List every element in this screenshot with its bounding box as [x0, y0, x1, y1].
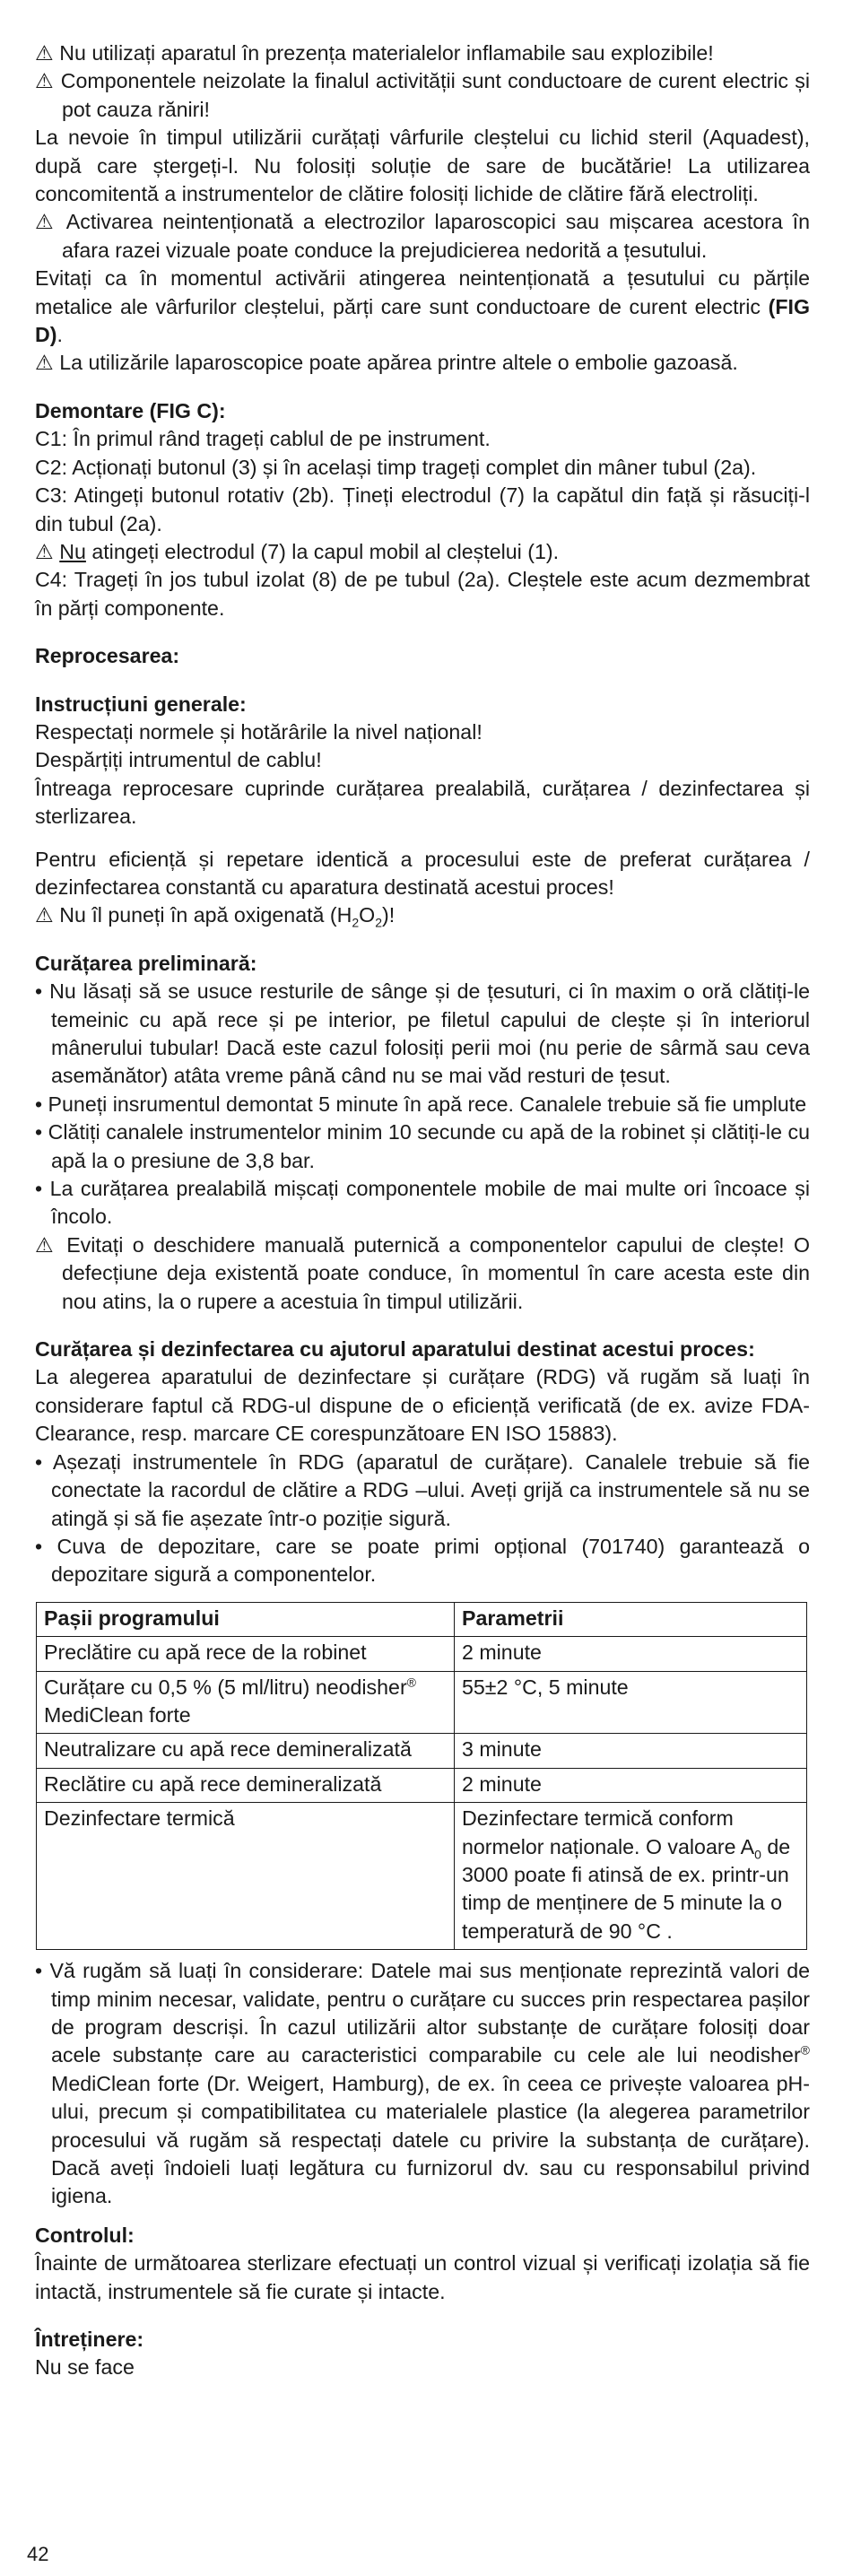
controlul-heading: Controlul:	[35, 2223, 135, 2247]
warning-conductive: ⚠ Componentele neizolate la finalul activității sunt conductoare de curent electric și pot cauza răniri!	[35, 69, 810, 121]
warning-h2o2: ⚠ Nu îl puneți în apă oxigenată $(H_2O_2)$!	[35, 903, 396, 931]
instr-line-4: Pentru eficiență și repetare identică a procesului este de preferat curățarea / dezinfectarea constantă cu aparatura destinată acestui proces!	[35, 847, 810, 899]
rdg-paragraph: La alegerea aparatului de dezinfectare și curățare (RDG) vă rugăm să luați în considerare faptul că RDG-ul dispune de o eficiență verificată (de ex. avize FDA-Clearance, resp. marcare CE corespunzătoare EN ISO 15883).	[35, 1365, 810, 1446]
instr-line-2: Despărțiți intrumentul de cablu!	[35, 748, 322, 772]
step-cell: Neutralizare cu apă rece demineralizată	[37, 1734, 455, 1768]
warning-electrode: ⚠ Nu atingeți electrodul (7) la capul mobil al cleștelui (1).	[35, 539, 560, 563]
step-cell: Reclătire cu apă rece demineralizată	[37, 1768, 455, 1802]
warning-activation: ⚠ Activarea neintenționată a electrozilor laparoscopici sau mișcarea acestora în afara razei vizuale poate conduce la prejudicierea nedorită a țesutului.	[35, 210, 810, 262]
page-number: 42	[27, 2543, 49, 2565]
column-header: Parametrii	[455, 1602, 807, 1636]
curatarea-preliminara-heading: Curățarea preliminară:	[35, 951, 257, 975]
page-content	[35, 39, 810, 2382]
instr-line-1: Respectați normele și hotărârile la nivel național!	[35, 719, 483, 744]
intretinere-heading: Întreținere:	[35, 2328, 144, 2352]
param-cell: 2 minute	[455, 1637, 807, 1671]
list-item: • Vă rugăm să luați în considerare: Datele mai sus menționate reprezintă valori de timp minim necesar, validate, pentru o curățare cu succes prin respectarea pașilor de program descriși. În cazul utilizării altor substanțe de curățare folosiți doar acele substanțe care au caracteristici comparabile cu cele ale lui neodisher® MediClean forte (Dr. Weigert, Hamburg), de ex. în ceea ce privește valoarea pH-ului, precum și compatibilitatea cu materialele plastice (la alegerea parametrilor procesului vă rugăm să respectați datele cu privire la substanța de curățare). Dacă aveți îndoieli luați legătura cu furnizorul dv. sau cu responsabilul privind igiena.	[35, 1959, 810, 2208]
step-c3: C3: Atingeți butonul rotativ (2b). Țineți electrodul (7) la capătul din față și răsuciți-l din tubul (2a).	[35, 483, 810, 535]
table-row	[37, 1768, 807, 1802]
param-cell: Dezinfectare termică conform normelor naționale. O valoare $A_0$ de 3000 poate fi atinsă de ex. printr-un timp de menținere de 5 minute la o temperatură de 90 °C .	[455, 1803, 807, 1950]
fig-d-reference: (FIG D)	[35, 294, 810, 347]
intretinere-text: Nu se face	[35, 2355, 135, 2380]
list-item: • Așezați instrumentele în RDG (aparatul de curățare). Canalele trebuie să fie conectate la racordul de clătire a RDG –ului. Aveți grijă ca instrumentele să nu se atingă și să fie așezate într-o poziție sigură.	[35, 1449, 810, 1530]
avoid-contact-paragraph: Evitați ca în momentul activării atingerea neintenționată a țesutului cu părțile metalice ale vârfurilor cleștelui, părți care sunt conductoare de curent electric (FIG D).	[35, 266, 810, 347]
step-cell: Preclătire cu apă rece de la robinet	[37, 1637, 455, 1671]
param-cell: 2 minute	[455, 1768, 807, 1802]
demontare-heading: Demontare (FIG C):	[35, 398, 226, 422]
instructiuni-heading: Instrucțiuni generale:	[35, 692, 247, 716]
reprocesarea-heading: Reprocesarea:	[35, 644, 180, 668]
table-row	[37, 1734, 807, 1768]
step-c2: C2: Acționați butonul (3) și în același timp trageți complet din mâner tubul (2a).	[35, 455, 757, 479]
param-cell: 55±2 °C, 5 minute	[455, 1671, 807, 1734]
step-c4: C4: Trageți în jos tubul izolat (8) de pe tubul (2a). Cleștele este acum dezmembrat în părți componente.	[35, 568, 810, 620]
warning-flammable: ⚠ Nu utilizați aparatul în prezența materialelor inflamabile sau explozibile!	[35, 41, 714, 65]
instr-line-3: Întreaga reprocesare cuprinde curățarea prealabilă, curățarea / dezinfectarea și sterlizarea.	[35, 776, 810, 829]
table-row	[37, 1671, 807, 1734]
cleaning-tips-paragraph: La nevoie în timpul utilizării curățați vârfurile cleștelui cu lichid steril (Aquadest), după care ștergeți-l. Nu folosiți soluție de sare de bucătărie! La utilizarea concomitentă a instrumentelor de clătire folosiți lichide de clătire fără electroliți.	[35, 126, 810, 206]
warning-embolism: ⚠ La utilizările laparoscopice poate apărea printre altele o embolie gazoasă.	[35, 351, 738, 375]
step-c1: C1: În primul rând trageți cablul de pe instrument.	[35, 427, 491, 451]
list-item: • Clătiți canalele instrumentelor minim 10 secunde cu apă de la robinet și clătiți-le cu apă la o presiune de 3,8 bar.	[35, 1120, 810, 1172]
table-row	[37, 1637, 807, 1671]
curatarea-dezinfectarea-heading: Curățarea și dezinfectarea cu ajutorul aparatului destinat acestui proces:	[35, 1337, 755, 1362]
controlul-text: Înainte de următoarea sterlizare efectuați un control vizual și verificați izolația să fie intactă, instrumentele să fie curate și intacte.	[35, 2251, 810, 2303]
step-cell: Dezinfectare termică	[37, 1803, 455, 1950]
program-steps-table	[36, 1602, 807, 1950]
list-item: • Puneți insrumentul demontat 5 minute în apă rece. Canalele trebuie să fie umplute	[35, 1092, 807, 1116]
list-item: • La curățarea prealabilă mișcați componentele mobile de mai multe ori încoace și încolo.	[35, 1177, 810, 1229]
param-cell: 3 minute	[455, 1734, 807, 1768]
table-row	[37, 1803, 807, 1950]
list-item: • Nu lăsați să se usuce resturile de sânge și de țesuturi, ci în maxim o oră clătiți-le temeinic cu apă rece și pe interior, pe filetul capului de clește și în interiorul mânerului tubular! Dacă este cazul folosiți perii moi (nu perie de sârmă sau ceva asemănător) atâta vreme până când nu se mai văd resturi de țesut.	[35, 979, 810, 1088]
step-cell: Curățare cu 0,5 % (5 ml/litru) neodisher® MediClean forte	[37, 1671, 455, 1734]
column-header: Pașii programului	[37, 1602, 455, 1636]
table-header-row	[37, 1602, 807, 1636]
warning-manual-opening: ⚠ Evitați o deschidere manuală puternică a componentelor capului de clește! O defecțiune deja existentă poate conduce, în momentul în care acesta este din nou atins, la o rupere a acestuia în timpul utilizării.	[35, 1232, 810, 1313]
list-item: • Cuva de depozitare, care se poate primi opțional (701740) garantează o depozitare sigură a componentelor.	[35, 1534, 810, 1587]
